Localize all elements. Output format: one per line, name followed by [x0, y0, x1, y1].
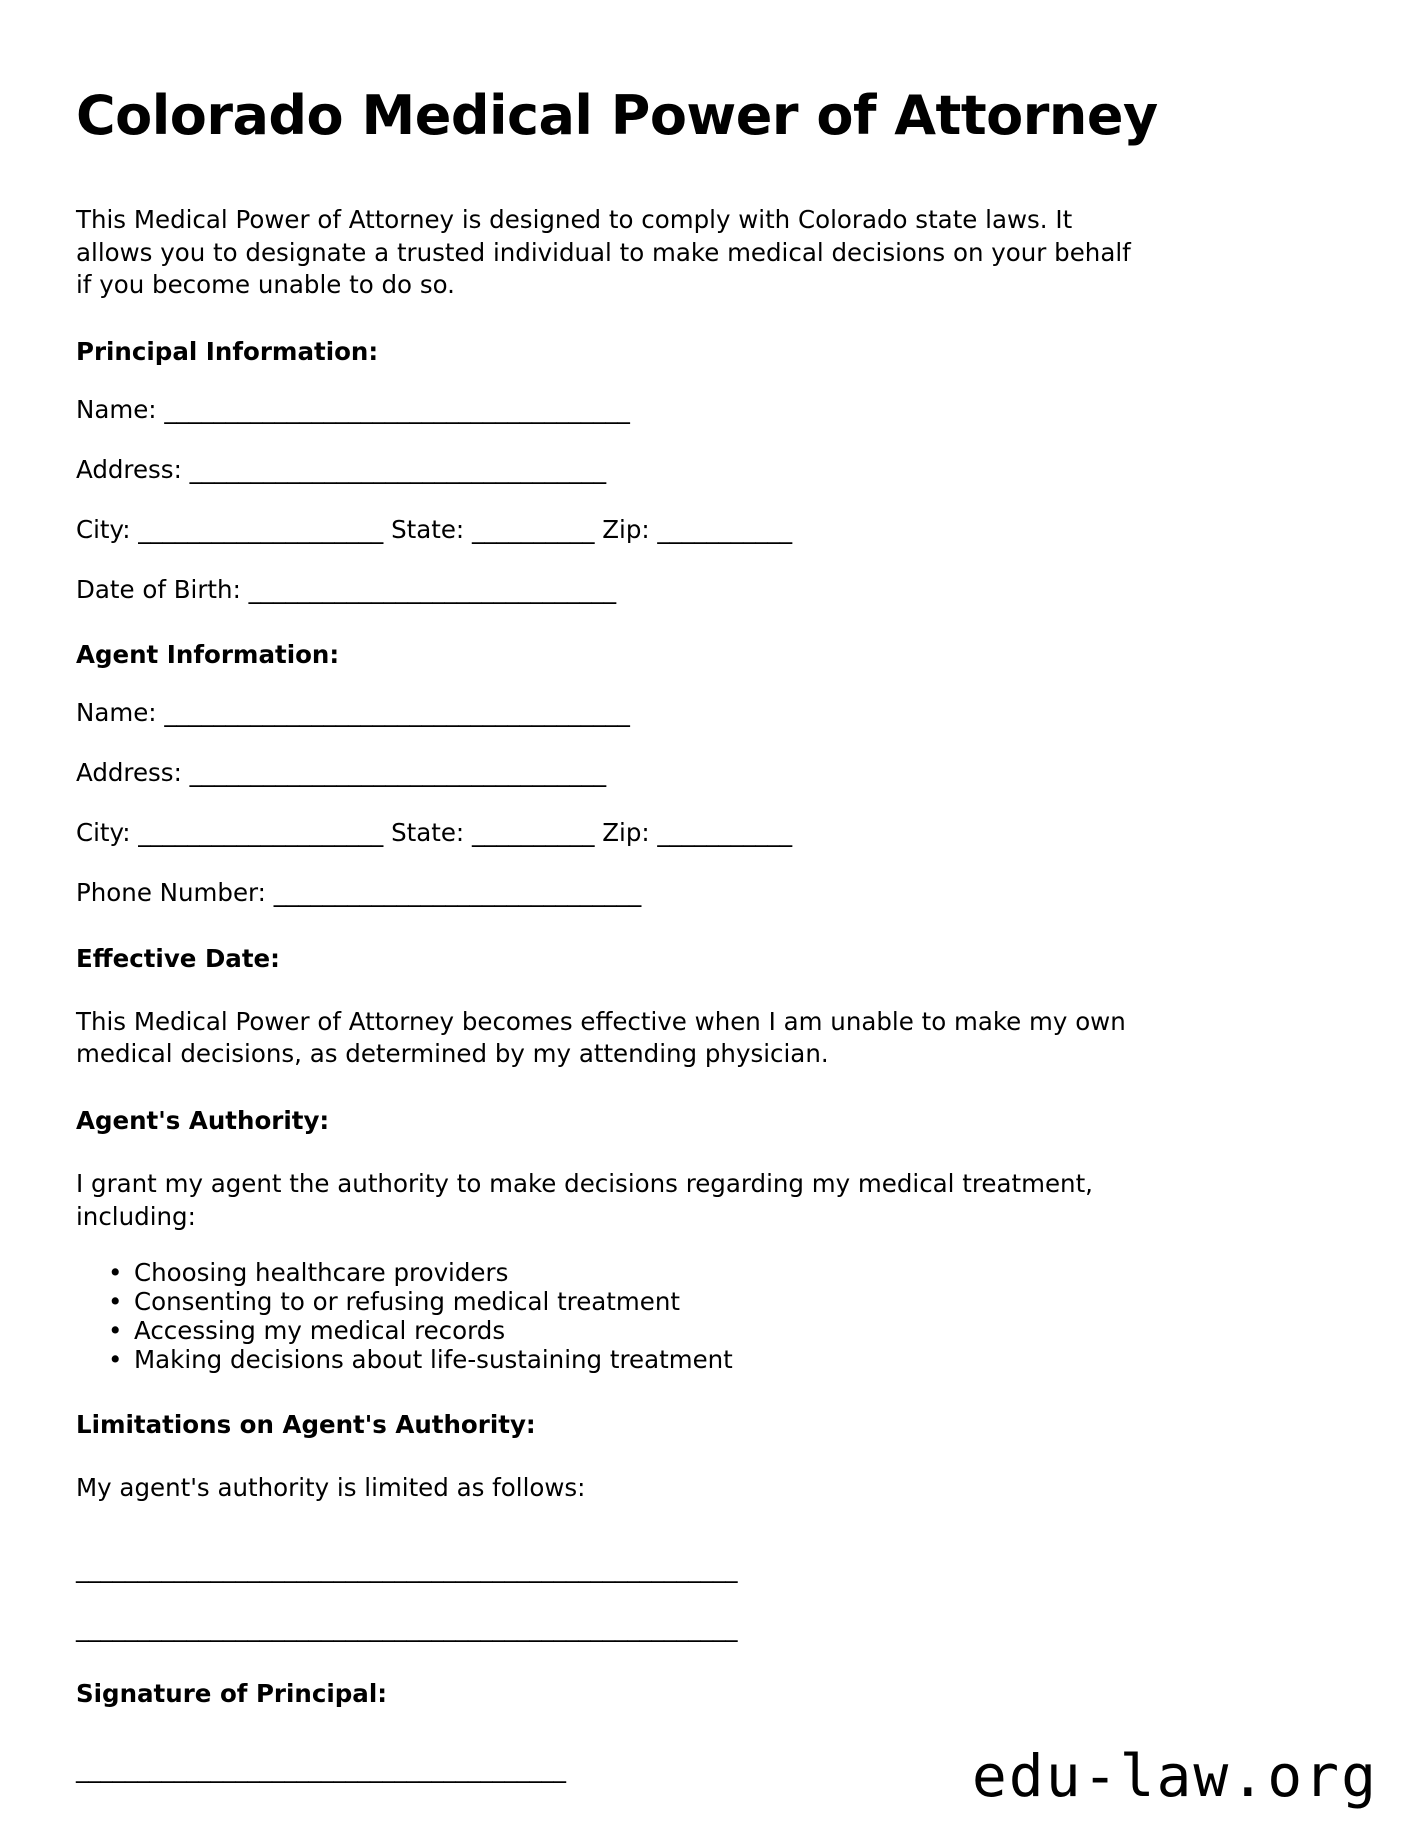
bullet-icon: •: [108, 1315, 123, 1345]
bullet-icon: •: [108, 1258, 123, 1288]
list-item: [108, 1315, 1338, 1346]
page-title: Colorado Medical Power of Attorney: [76, 84, 1158, 147]
limitations-paragraph: My agent's authority is limited as follows:: [76, 1472, 586, 1502]
list-item-label: Choosing healthcare providers: [134, 1258, 509, 1288]
limitations-blank-line-2[interactable]: ______________________________________________________: [76, 1612, 738, 1642]
heading-limitations-on-agents-authority: Limitations on Agent's Authority:: [76, 1409, 536, 1439]
bullet-icon: •: [108, 1287, 123, 1317]
list-item: [108, 1344, 1338, 1375]
agents-authority-paragraph: I grant my agent the authority to make decisions regarding my medical treatment, including:: [76, 1168, 1093, 1231]
limitations-blank-line-1[interactable]: ______________________________________________________: [76, 1554, 738, 1584]
principal-name-field[interactable]: Name: ______________________________________: [76, 395, 630, 425]
list-item: [108, 1287, 1338, 1317]
heading-signature-of-principal: Signature of Principal:: [76, 1678, 388, 1708]
heading-effective-date: Effective Date:: [76, 943, 280, 973]
agents-authority-list: [76, 1259, 1338, 1375]
principal-date-of-birth-field[interactable]: Date of Birth: ______________________________: [76, 574, 617, 604]
effective-date-paragraph: This Medical Power of Attorney becomes effective when I am unable to make my own medical decisions, as determined by my attending physician.: [76, 1006, 1126, 1069]
intro-paragraph: This Medical Power of Attorney is designed to comply with Colorado state laws. It allows you to designate a trusted individual to make medical decisions on your behalf if you become unable to do so.: [76, 205, 1131, 300]
signature-line[interactable]: ________________________________________: [76, 1753, 566, 1783]
agent-city-state-zip-field[interactable]: City: ____________________ State: __________ Zip: ___________: [76, 818, 793, 848]
heading-agents-authority: Agent's Authority:: [76, 1105, 330, 1135]
list-item-label: Making decisions about life-sustaining treatment: [134, 1344, 733, 1374]
heading-agent-information: Agent Information:: [76, 640, 340, 670]
list-item-label: Accessing my medical records: [134, 1315, 506, 1345]
principal-address-field[interactable]: Address: __________________________________: [76, 454, 607, 484]
bullet-icon: •: [108, 1344, 123, 1374]
list-item: [108, 1258, 1338, 1288]
agent-address-field[interactable]: Address: __________________________________: [76, 758, 607, 788]
heading-principal-information: Principal Information:: [76, 337, 379, 367]
list-item-label: Consenting to or refusing medical treatment: [134, 1287, 680, 1317]
agent-name-field[interactable]: Name: ______________________________________: [76, 698, 630, 728]
agent-phone-number-field[interactable]: Phone Number: ______________________________: [76, 877, 642, 907]
principal-city-state-zip-field[interactable]: City: ____________________ State: __________ Zip: ___________: [76, 514, 793, 544]
watermark: edu-law.org: [971, 1742, 1378, 1810]
